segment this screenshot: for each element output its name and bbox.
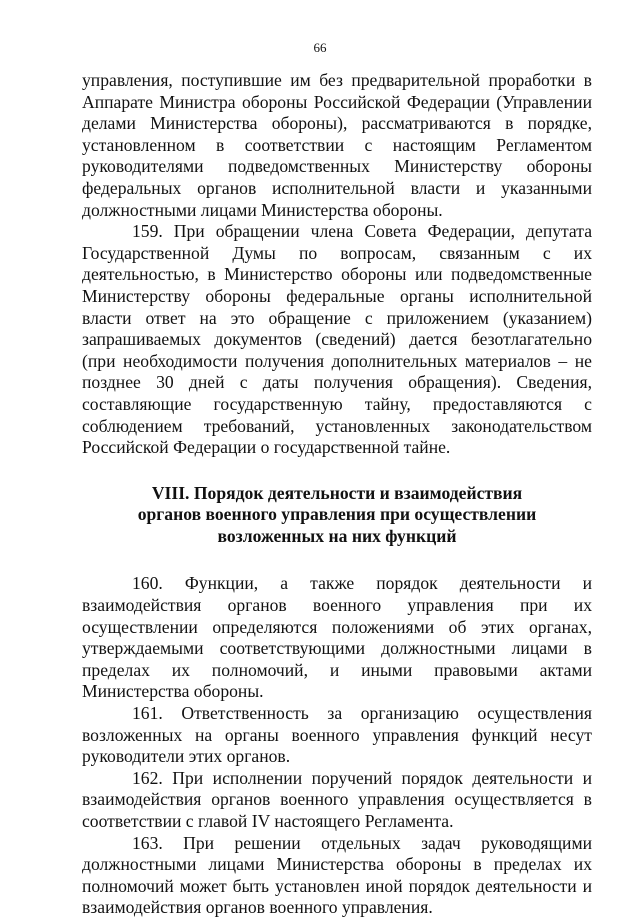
section-heading-line-1: VIII. Порядок деятельности и взаимодействия xyxy=(151,482,523,503)
paragraph-continuation: управления, поступившие им без предварительной проработки в Аппарате Министра обороны Российской Федерации (Управлении делами Министерства обороны), рассматриваются в порядке, установленном в соответствии с настоящим Регламентом руководителями подведомственных Министерству обороны федеральных органов исполнительной власти и указанными должностными лицами Министерства обороны. xyxy=(82,70,592,220)
paragraph-163: 163. При решении отдельных задач руководящими должностными лицами Министерства обороны в пределах их полномочий может быть установлен иной порядок деятельности и взаимодействия органов военного управления. xyxy=(82,832,592,918)
section-heading-line-3: возложенных на них функций xyxy=(217,525,457,546)
document-body xyxy=(82,70,592,919)
paragraph-161: 161. Ответственность за организацию осуществления возложенных на органы военного управления функций несут руководители этих органов. xyxy=(82,703,592,767)
paragraph-160: 160. Функции, а также порядок деятельности и взаимодействия органов военного управления при их осуществлении определяются положениями об этих органах, утверждаемыми соответствующими должностными лицами в пределах их полномочий, и иными правовыми актами Министерства обороны. xyxy=(82,573,592,702)
paragraph-159: 159. При обращении члена Совета Федерации, депутата Государственной Думы по вопросам, связанным с их деятельностью, в Министерство обороны или подведомственные Министерству обороны федеральные органы исполнительной власти ответ на это обращение с приложением (указанием) запрашиваемых документов (сведений) дается безотлагательно (при необходимости получения дополнительных материалов – не позднее 30 дней с даты получения обращения). Сведения, составляющие государственную тайну, предоставляются с соблюдением требований, установленных законодательством Российской Федерации о государственной тайне. xyxy=(82,221,592,458)
section-heading-line-2: органов военного управления при осуществлении xyxy=(137,504,537,525)
section-heading xyxy=(82,483,592,548)
page-number: 66 xyxy=(313,40,327,55)
paragraph-162: 162. При исполнении поручений порядок деятельности и взаимодействия органов военного управления осуществляется в соответствии с главой IV настоящего Регламента. xyxy=(82,767,592,831)
